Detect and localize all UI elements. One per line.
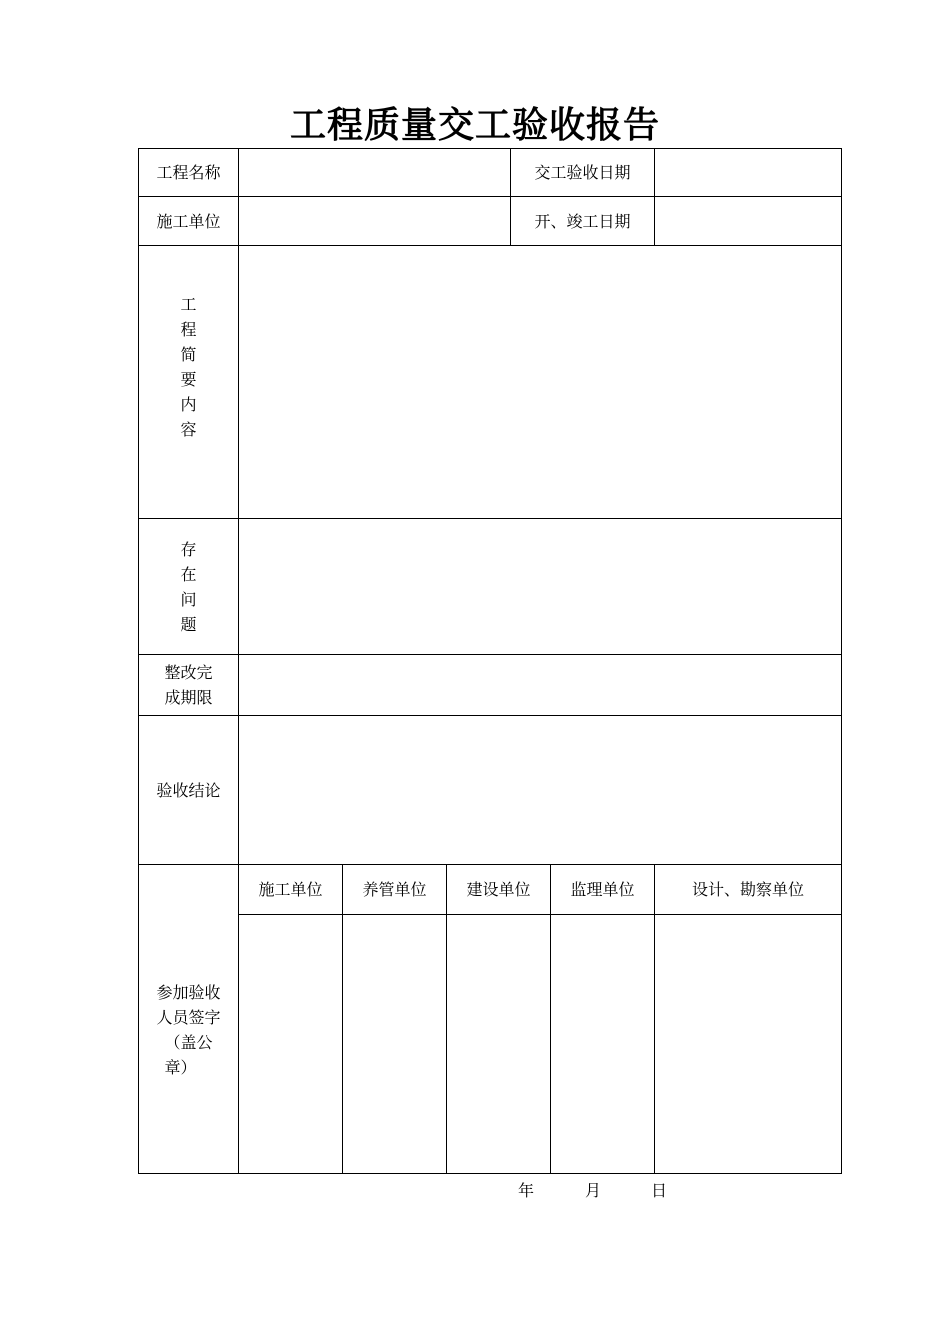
rectify-deadline-field[interactable]	[239, 655, 841, 715]
label-char: 问	[180, 589, 197, 609]
conclusion-field[interactable]	[239, 716, 841, 864]
label-line: 成期限	[164, 688, 213, 707]
label-char: 容	[180, 420, 197, 439]
label-line: 人员签字	[156, 1008, 221, 1027]
project-name-field[interactable]	[239, 149, 510, 196]
sig-field-contractor[interactable]	[239, 915, 342, 1173]
signature-label	[139, 865, 238, 1173]
label-char: 内	[180, 395, 197, 414]
label-char: 程	[180, 320, 197, 339]
sig-col-design-survey: 设计、勘察单位	[691, 880, 804, 899]
sig-col-contractor: 施工单位	[258, 880, 323, 899]
project-summary-field[interactable]	[239, 246, 841, 518]
start-end-date-label: 开、竣工日期	[534, 211, 631, 231]
issues-field[interactable]	[239, 519, 841, 654]
project-summary-label	[139, 246, 238, 518]
start-end-date-field[interactable]	[655, 197, 841, 245]
acceptance-date-label: 交工验收日期	[534, 163, 631, 182]
label-line: （盖公	[164, 1033, 213, 1052]
sig-col-owner: 建设单位	[466, 880, 531, 899]
label-line: 章）	[164, 1058, 197, 1077]
label-char: 工	[180, 295, 197, 314]
label-line: 整改完	[164, 663, 213, 682]
contractor-label: 施工单位	[156, 211, 221, 231]
label-char: 简	[180, 345, 197, 364]
issues-label	[139, 519, 238, 654]
sig-field-supervisor[interactable]	[551, 915, 654, 1173]
table-border-right	[841, 148, 842, 1174]
sig-field-maintenance[interactable]	[343, 915, 446, 1173]
label-char: 题	[180, 614, 197, 634]
project-name-label: 工程名称	[156, 163, 221, 182]
label-line: 参加验收	[156, 983, 221, 1002]
label-char: 要	[180, 370, 197, 389]
rectify-deadline-label	[139, 655, 238, 715]
sig-col-supervisor: 监理单位	[570, 880, 635, 899]
label-char: 在	[180, 564, 197, 584]
table-border-bottom	[138, 1173, 842, 1174]
label-char: 存	[180, 539, 197, 559]
sig-field-design-survey[interactable]	[655, 915, 841, 1173]
date-month: 月	[585, 1181, 602, 1200]
acceptance-date-field[interactable]	[655, 149, 841, 196]
sig-col-maintenance: 养管单位	[362, 880, 427, 899]
report-title: 工程质量交工验收报告	[289, 104, 660, 146]
conclusion-label: 验收结论	[156, 780, 221, 800]
date-day: 日	[651, 1181, 668, 1200]
sig-field-owner[interactable]	[447, 915, 550, 1173]
contractor-field[interactable]	[239, 197, 510, 245]
date-year: 年	[518, 1181, 535, 1200]
